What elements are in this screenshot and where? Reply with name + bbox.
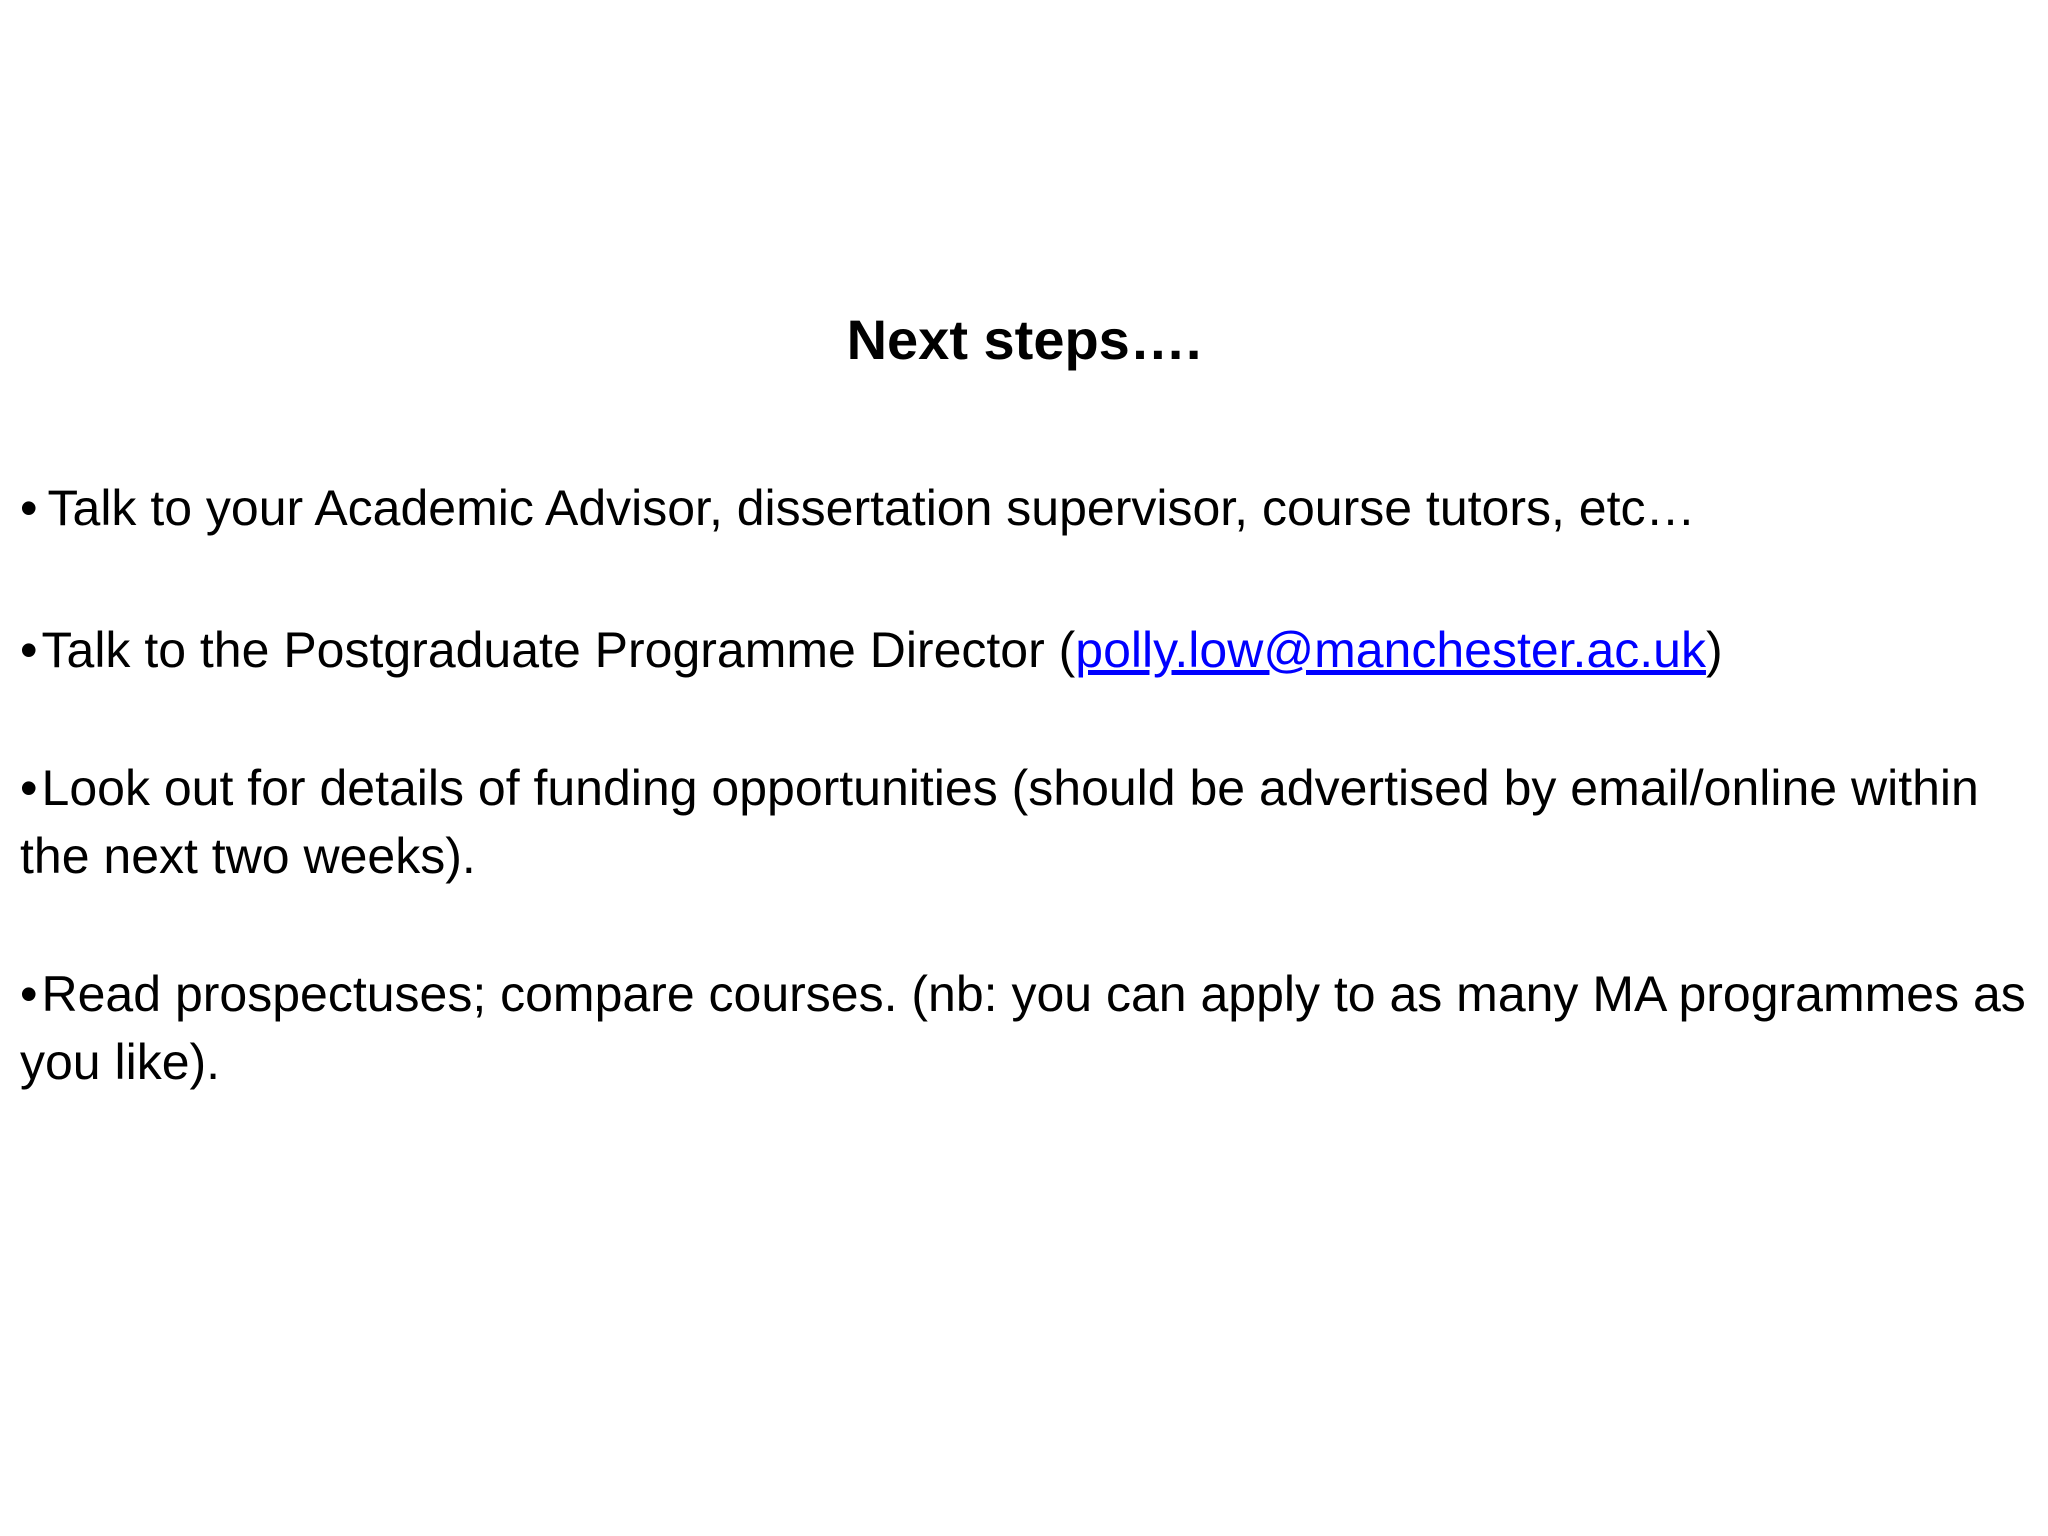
slide-title: Next steps…. (846, 308, 1202, 371)
bullet-icon: • (20, 622, 38, 678)
director-email-link[interactable]: polly.low@manchester.ac.uk (1075, 622, 1706, 678)
bullet-item-prospectuses (20, 960, 2030, 1096)
bullet-text: Talk to your Academic Advisor, dissertation supervisor, course tutors, etc… (47, 480, 1696, 536)
bullet-text-closing: ) (1705, 622, 1723, 678)
bullet-text: Talk to the Postgraduate Programme Director ( (41, 622, 1076, 678)
bullet-text: Look out for details of funding opportunities (should be advertised by email/online within the next two weeks). (20, 760, 1979, 884)
bullet-item-advisor (20, 474, 2030, 542)
bullet-item-director (20, 616, 2030, 684)
bullet-item-funding (20, 754, 2030, 890)
bullet-icon: • (20, 480, 38, 536)
bullet-icon: • (20, 966, 38, 1022)
bullet-text: Read prospectuses; compare courses. (nb: you can apply to as many MA programmes as you like). (20, 966, 2026, 1090)
bullet-icon: • (20, 760, 38, 816)
